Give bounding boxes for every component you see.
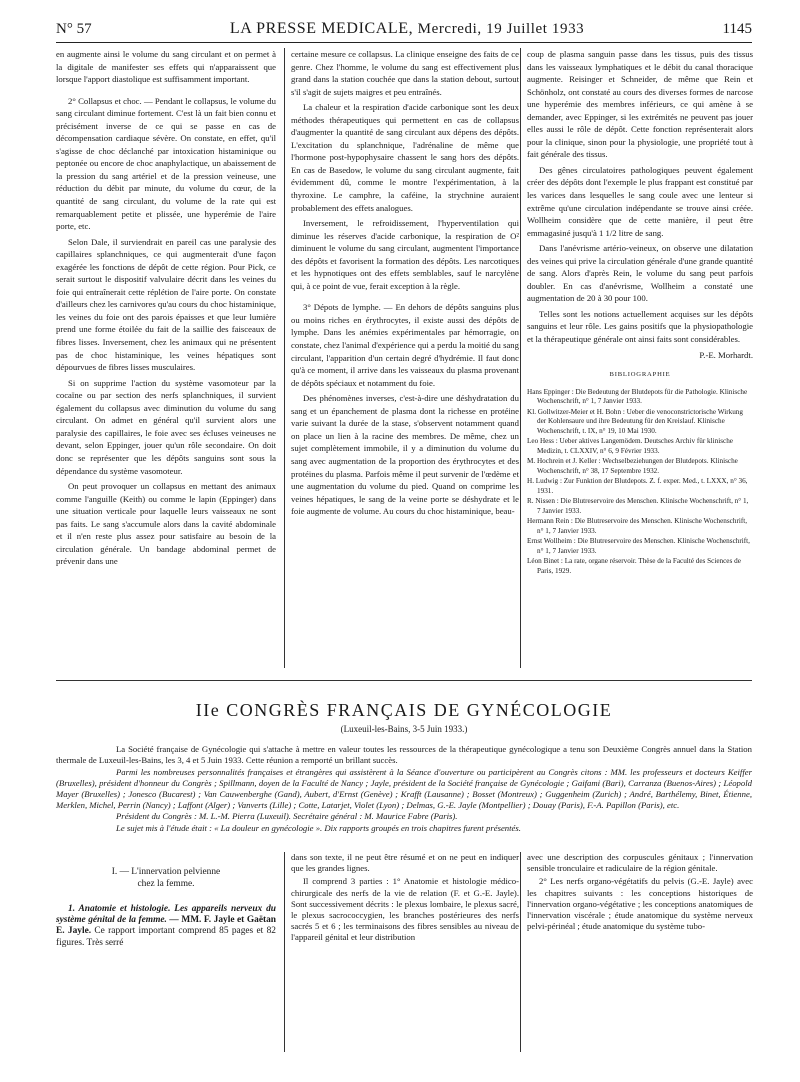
bibliography-item: R. Nissen : Die Blutreservoire des Menschen. Klinische Wochenschrift, n° 1, 7 Janvier 1933. — [527, 497, 749, 515]
bibliography-title: BIBLIOGRAPHIE — [609, 371, 671, 379]
column-2 — [284, 48, 519, 668]
issue-number: N° 57 — [56, 21, 92, 37]
paragraph: 2° Collapsus et choc. — Pendant le collapsus, le volume du sang circulant diminue fortement. C'est là un fait bien connu et précisément inverse de ce qui se passe en cas de décompensation cardiaque sévère. On constate, en effet, qu'il s'agisse de choc déclanché par intoxication histaminique ou peptonée ou encore de choc anaphylactique, un abaissement de la pression du sang artériel et de la pression veineuse, une réduction du débit par minute, du volume du cœur, de la quantité de sang circulant, du volume de la rate qui est remarquablement petite et plissée, une hyperémie de l'aire porte, etc. — [56, 95, 276, 232]
report-title: 1. Anatomie et histologie. Les appareils nerveux du système génital de la femme. — — [56, 904, 276, 926]
report-text: Ce rapport important comprend 85 pages et 82 figures. Très serré — [56, 926, 276, 948]
paragraph: avec une description des corpuscules génitaux ; l'innervation sensible tronculaire et radiculaire de la région génitale. — [527, 852, 753, 874]
bibliography-item: H. Ludwig : Zur Funktion der Blutdepots. Z. f. exper. Med., t. LXXX, n° 36, 1931. — [527, 477, 748, 495]
intro-paragraph: Président du Congrès : M. L.-M. Pierra (Luxeuil). Secrétaire général : M. Maurice Fabre (Paris). — [116, 811, 458, 822]
intro-paragraph: La Société française de Gynécologie qui s'attache à mettre en valeur toutes les ressources de la thérapeutique gynécologique a tenu son Deuxième Congrès annuel dans la Station thermale de Luxeuil-les-Bains, les 3, 4 et 5 Juin 1933. Cette réunion a remporté un brillant succès. — [56, 744, 752, 765]
section-heading-line: I. — L'innervation pelvienne — [111, 867, 221, 877]
author-signature: P.-E. Morhardt. — [699, 349, 753, 360]
congress-subtitle: (Luxeuil-les-Bains, 3-5 Juin 1933.) — [340, 724, 468, 734]
congress-title: IIe CONGRÈS FRANÇAIS DE GYNÉCOLOGIE — [195, 700, 613, 720]
masthead — [230, 20, 584, 38]
intro-paragraph: Parmi les nombreuses personnalités françaises et étrangères qui assistèrent à la Séance d'ouverture ou participèrent au Congrès citons : MM. les professeurs et docteurs Keiffer (Bruxelles), président d'honneur du Congrès ; Spillmann, doyen de la Faculté de Nancy ; Jayle, président de la Société française de Gynécologie ; Gaifami (Bari), Carranza (Buenos-Aires) ; Léopold Mayer (Bruxelles) ; Jonesco (Bucarest) ; Van Cauwenberghe (Gand), Aubert, d'Ernst (Genève) ; Krafft (Lausanne) ; Bosset (Montreux) ; Guggenheim (Zurich) ; André, Barthélemy, Binet, Étienne, Merklen, Michel, Perrin (Nancy) ; Laffont (Alger) ; Vanverts (Lille) ; Cotte, Latarjet, Violet (Lyon) ; Delmas, G.-E. Jayle (Montpellier) ; Douay (Paris), F.-A. Papillon (Paris), etc. — [56, 766, 752, 810]
bibliography-list — [527, 388, 753, 577]
page-number: 1145 — [722, 21, 752, 37]
section-divider — [56, 680, 752, 681]
paragraph: Des phénomènes inverses, c'est-à-dire une déshydratation du sang et un épanchement de plasma dont la richesse en protéine varie suivant la durée de la stase, s'observent notamment quand on place un lien à la racine des membres. De même, chez un sujet complètement immobile, il y a diminution du volume du sang avec augmentation de la proportion des érythrocytes et des protéines du plasma. Parfois même il peut survenir de l'œdème et une augmentation du volume du pied. Quand on comprime les veines hépatiques, le sang de la veine porte se déshydrate et le foie augmente de volume. Au cours du choc histaminique, beau- — [291, 393, 519, 517]
paragraph: Des gênes circulatoires pathologiques peuvent également créer des dépôts dont l'exemple le plus frappant est constitué par les varices dans lesquelles le sang coule avec une lenteur si extrême qu'une circulation indépendante se trouve ainsi créée. Wollheim considère que de cette manière, il peut être emmagasiné jusqu'à 1 1/2 litre de sang. — [527, 164, 753, 238]
lower-column-3 — [520, 852, 753, 1052]
paragraph: 3° Dépots de lymphe. — En dehors de dépôts sanguins plus ou moins riches en érythrocytes, il existe aussi des dépôts de lymphe. Dans les anémies expérimentales par hémorragie, on constate, chez l'animal d'expérience qui a perdu la moitié du sang circulant, l'apparition d'un certain degré d'hydrémie. Il faut donc qu'à ce moment, il arrive dans les vaisseaux du plasma provenant de dépôts spéciaux et notamment du foie. — [291, 302, 519, 388]
paragraph: dans son texte, il ne peut être résumé et on ne peut en indiquer que les grandes lignes. — [291, 852, 519, 874]
paragraph: coup de plasma sanguin passe dans les tissus, puis des tissus dans les vaisseaux lymphatiques et le débit du canal thoracique augmente. Reisinger et Schneider, de même que Rein et Schönholz, ont constaté au cours des diverses formes de narcose une hyperémie des membres inférieurs, ce qui amène à se demander, avec Eppinger, si les extrémités ne peuvent pas jouer elles aussi le rôle de dépôt. Cette fonction représenterait alors pour la clinique, sinon pour la physiologie, une propriété tout à fait générale des tissus. — [527, 49, 753, 160]
column-3 — [520, 48, 753, 668]
bibliography-item: Leo Hess : Ueber aktives Langemödem. Deutsches Archiv für klinische Medizin, t. CLXXIV, n° 6, 9 Février 1933. — [527, 437, 733, 455]
section-heading — [56, 866, 276, 890]
paragraph: 2° Les nerfs organo-végétatifs du pelvis (G.-E. Jayle) avec les chapitres suivants : les conceptions historiques de l'innervation organo-végétative ; les conceptions anatomiques de l'innervation viscérale ; étude anatomique du système nerveux pelvi-périnéal ; étude anatomique du système tubo- — [527, 876, 753, 932]
journal-title: LA PRESSE MEDICALE, — [229, 20, 414, 37]
lower-column-1 — [56, 852, 276, 1052]
paragraph: Telles sont les notions actuellement acquises sur les dépôts sanguins et leur rôle. Les gains positifs que la physiopathologie et la thérapeutique générale ont ainsi faits sont considérables. — [527, 308, 753, 345]
intro-paragraph: Le sujet mis à l'étude était : « La douleur en gynécologie ». Dix rapports groupés en trois chapitres furent présentés. — [116, 823, 521, 834]
paragraph: en augmente ainsi le volume du sang circulant et on permet à la digitale de manifester ses effets qui n'apparaissent que lorsque l'apport diastolique est suffisamment important. — [56, 49, 276, 85]
bibliography-item: Hans Eppinger : Die Bedeutung der Blutdepots für die Pathologie. Klinische Wochenschrift, n° 1, 7 Janvier 1933. — [527, 387, 748, 406]
running-header — [56, 20, 752, 43]
paragraph: Selon Dale, il surviendrait en pareil cas une paralysie des capillaires splanchniques, ce qui augmenterait d'une façon exagérée les fonctions de dépôt de cette région. Pour Pick, ce serait surtout le dispositif valvulaire décrit dans les veines du foie qui entraînerait cette réplétion de l'aire porte. On constate d'ailleurs chez les carnivores qu'au cours du choc histaminique, les veines du foie ont des parois épaisses et que leur lumière prend une forme étoilée du fait de la saillie des faisceaux de fibres lisses. Inversement, chez les animaux qui ne présentent pas de choc histaminique, les veines hépatiques sont dépourvues de fibres lisses musculaires. — [56, 236, 276, 373]
bibliography-item: Hermann Rein : Die Blutreservoire des Menschen. Klinische Wochenschrift, n° 1, 7 Janvier 1933. — [527, 517, 748, 535]
paragraph: On peut provoquer un collapsus en mettant des animaux comme l'anguille (Keith) ou comme le lapin (Eppinger) dans une situation verticale pour laquelle leurs vaisseaux ne sont pas faits. Le sang s'accumule alors dans la cavité abdominale et il n'en reste plus assez pour satisfaire au besoin de la circulation générale. Un bandage abdominal permet de prévenir dans une — [56, 481, 276, 567]
bibliography-item: M. Hochrein et J. Keller : Wechselbeziehungen der Blutdepots. Klinische Wochenschrift, n° 38, 17 Septembre 1932. — [527, 457, 738, 475]
report-lead — [56, 904, 276, 949]
bibliography-item: Kl. Gollwitzer-Meier et H. Bohn : Ueber die venoconstrictorische Wirkung der Kohlensaure und ihre Bedeutung für den Kreislauf. Klinische Wochenschrift, t. IX, n° 19, 10 Mai 1930. — [527, 407, 743, 435]
paragraph: Dans l'anévrisme artério-veineux, on observe une dilatation des veines qui prive la circulation générale d'une grande quantité de sang. Alors d'après Rein, le volume du sang peut parfois doubler. En cas d'anévrisme, Wollheim a constaté une augmentation de 20 à 30 pour 100. — [527, 243, 753, 304]
lower-column-2 — [284, 852, 519, 1052]
report-authors: MM. F. Jayle et Gaëtan E. Jayle. — [56, 915, 276, 937]
congress-intro — [56, 744, 752, 835]
paragraph: Si on supprime l'action du système vasomoteur par la cocaïne ou par section des nerfs splanchniques, il survient également du collapsus avec diminution du volume du sang circulant. On admet en général qu'il survient alors une paralysie des capillaires, le foie avec ses écluses veineuses ne devant, selon Eppinger, jouer qu'un rôle secondaire. On doit donc se représenter que les dépôts sanguins sont sous la dépendance du système vasomoteur. — [56, 377, 276, 476]
section-heading-line: chez la femme. — [137, 879, 195, 889]
bibliography-item: Ernst Wollheim : Die Blutreservoire des Menschen. Klinische Wochenschrift, n° 1, 7 Janvier 1933. — [527, 537, 750, 555]
paragraph: La chaleur et la respiration d'acide carbonique sont les deux méthodes thérapeutiques qui permettent en cas de collapsus d'augmenter la quantité de sang circulant aux dépens des dépôts. L'excitation du splanchnique, l'adrénaline de même que l'hormone post-hypophysaire chassent le sang hors des dépôts. En cas de Basedow, le volume du sang circulant augmente, fait évidemment dû, comme le montre l'expérimentation, à la thyroxine. Le camphre, la caféine, la strychnine auraient probablement des effets analogues. — [291, 102, 519, 213]
issue-date: Mercredi, 19 Juillet 1933 — [417, 21, 585, 37]
column-1 — [56, 48, 276, 668]
bibliography-item: Léon Binet : La rate, organe réservoir. Thèse de la Faculté des Sciences de Paris, 1929. — [527, 557, 741, 575]
paragraph: certaine mesure ce collapsus. La clinique enseigne des faits de ce genre. Chez l'homme, le volume du sang est effectivement plus grand dans la station couchée que dans la station debout, surtout s'il s'agit de sujets maigres et peu entraînés. — [291, 49, 519, 97]
paragraph: Inversement, le refroidissement, l'hyperventilation qui diminue les réserves d'acide carbonique, la respiration de O² diminuent le volume du sang circulant, augmentent l'importance des dépôts et favorisent la formation des dépôts. Les narcotiques et les hypnotiques ont des effets semblables, sauf le narcylène qui, à ce point de vue, ferait exception à la règle. — [291, 218, 519, 291]
paragraph: Il comprend 3 parties : 1° Anatomie et histologie médico-chirurgicale des nerfs de la vie de relation (F. et G.-E. Jayle). Sont successivement décrits : le plexus lombaire, le plexus sacré, le plexus sacrococcygien, les branches postérieures des nerfs sacrés 5 et 6 ; les terminaisons des fibres sensibles au niveau de l'appareil génital et leur distribution — [291, 876, 519, 943]
